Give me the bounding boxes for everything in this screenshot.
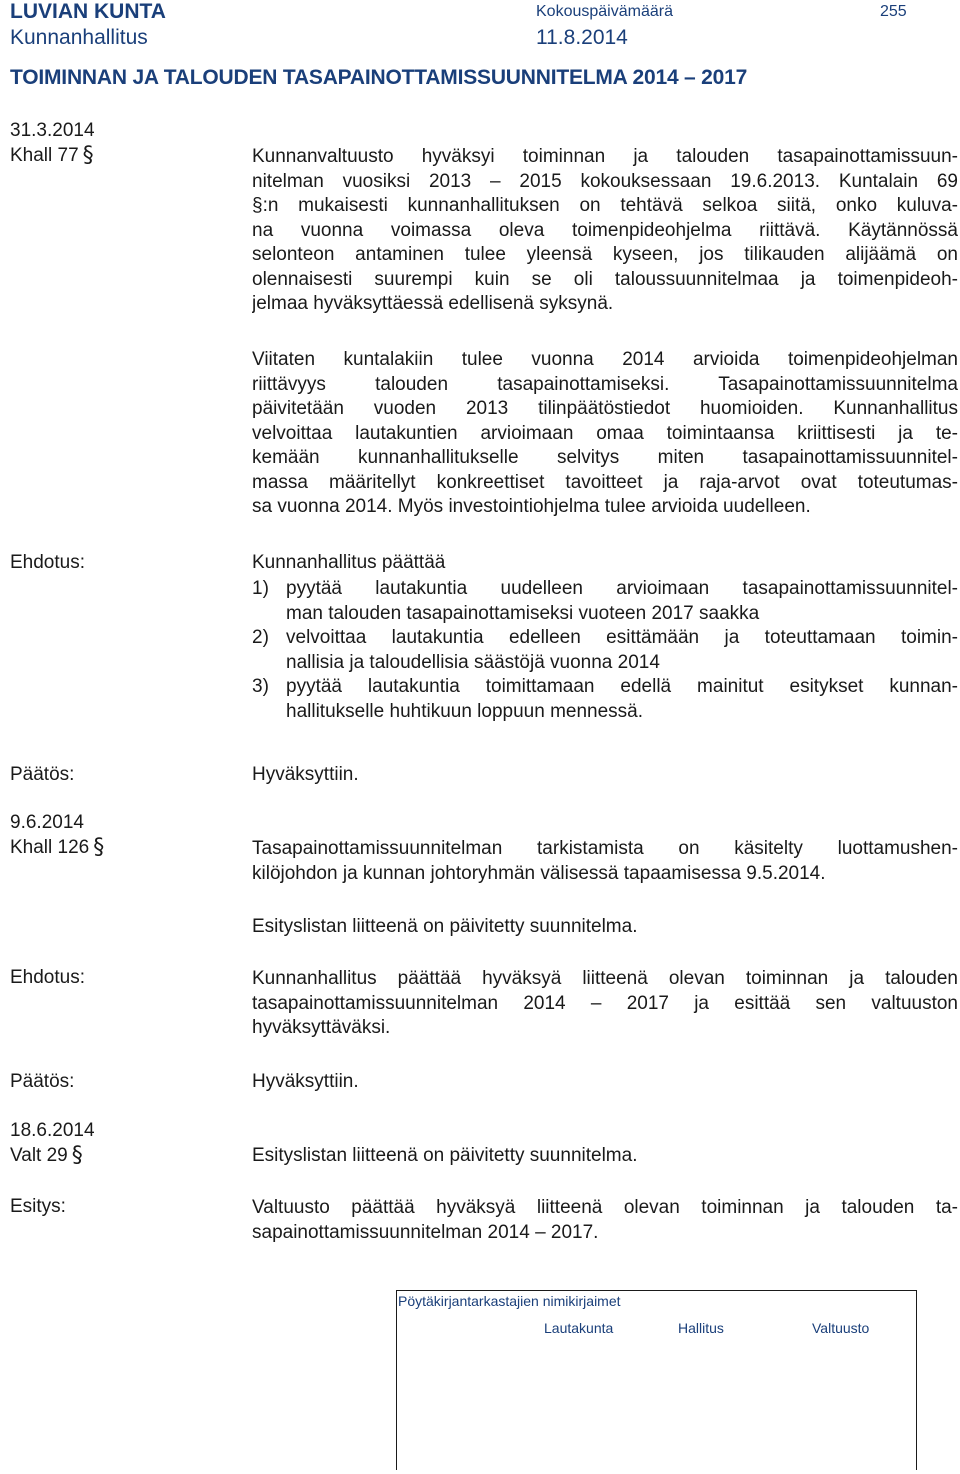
list-item-number: 2) bbox=[252, 627, 269, 648]
text-line: sa vuonna 2014. Myös investointiohjelma tulee arvioida uudelleen. bbox=[252, 496, 811, 517]
organization-name: LUVIAN KUNTA bbox=[10, 0, 166, 23]
section1-proposal-list bbox=[252, 577, 958, 724]
section2-paragraph2: Esityslistan liitteenä on päivitetty suunnitelma. bbox=[252, 916, 638, 937]
section3-proposal bbox=[252, 1196, 958, 1245]
text-line: velvoittaa lautakuntien arvioimaan omaa toimintaansa kriittisesti ja te- bbox=[252, 422, 958, 444]
footer-column-valtuusto: Valtuusto bbox=[812, 1320, 870, 1336]
text-line: massa määritellyt konkreettiset tavoitteet ja raja-arvot ovat toteutumas- bbox=[252, 471, 958, 493]
section3-date: 18.6.2014 bbox=[10, 1120, 95, 1141]
section2-ref-text: Khall 126 bbox=[10, 837, 90, 858]
section1-decision-label: Päätös: bbox=[10, 764, 75, 785]
text-line: na vuonna voimassa oleva toimenpideohjelma riittävä. Käytännössä bbox=[252, 219, 958, 241]
text-line: Kunnanhallitus päättää hyväksyä liitteenä olevan toiminnan ja talouden bbox=[252, 968, 958, 989]
list-item bbox=[252, 577, 958, 626]
meeting-date-label: Kokouspäivämäärä bbox=[536, 3, 673, 20]
list-item bbox=[252, 626, 958, 675]
section1-paragraph1 bbox=[252, 145, 958, 317]
text-line: §:n mukaisesti kunnanhallituksen on tehtävä selkoa siitä, onko kuluva- bbox=[252, 195, 958, 216]
section2-reference bbox=[10, 837, 104, 859]
footer-signatures-label: Pöytäkirjantarkastajien nimikirjaimet bbox=[398, 1293, 621, 1309]
section3-paragraph1: Esityslistan liitteenä on päivitetty suunnitelma. bbox=[252, 1145, 638, 1166]
list-item bbox=[252, 675, 958, 724]
section-sign-icon: § bbox=[93, 835, 105, 860]
section1-paragraph2 bbox=[252, 348, 958, 520]
text-line: hallitukselle huhtikuun loppuun mennessä. bbox=[286, 700, 644, 722]
section2-decision: Hyväksyttiin. bbox=[252, 1071, 359, 1092]
footer-column-hallitus: Hallitus bbox=[678, 1320, 724, 1336]
text-line: sapainottamissuunnitelman 2014 – 2017. bbox=[252, 1221, 599, 1243]
text-line: nallisia ja taloudellisia säästöjä vuonna 2014 bbox=[286, 651, 660, 673]
section1-proposal-label: Ehdotus: bbox=[10, 552, 85, 573]
section1-ref-text: Khall 77 bbox=[10, 145, 79, 166]
text-line: hyväksyttäväksi. bbox=[252, 1017, 391, 1038]
section2-decision-label: Päätös: bbox=[10, 1071, 75, 1092]
section1-reference bbox=[10, 145, 94, 167]
text-line: Viitaten kuntalakiin tulee vuonna 2014 arvioida toimenpideohjelman bbox=[252, 349, 958, 370]
footer-divider bbox=[916, 1290, 917, 1470]
footer-divider bbox=[396, 1290, 916, 1291]
text-line: selonteon antaminen tulee yleensä kyseen, jos tilikauden alijäämä on bbox=[252, 244, 958, 265]
meeting-date: 11.8.2014 bbox=[536, 26, 628, 49]
text-line: man talouden tasapainottamiseksi vuoteen 2017 saakka bbox=[286, 602, 760, 624]
section3-ref-text: Valt 29 bbox=[10, 1145, 68, 1166]
text-line: päivitetään vuoden 2013 tilinpäätöstiedot huomioiden. Kunnanhallitus bbox=[252, 398, 958, 419]
text-line: velvoittaa lautakuntia edelleen esittämään ja toteuttamaan toimin- bbox=[286, 627, 958, 648]
section1-decision: Hyväksyttiin. bbox=[252, 764, 359, 785]
section2-proposal bbox=[252, 967, 958, 1041]
page-number: 255 bbox=[880, 3, 907, 20]
body-name: Kunnanhallitus bbox=[10, 26, 148, 49]
text-line: nitelman vuosiksi 2013 – 2015 kokouksessaan 19.6.2013. Kuntalain 69 bbox=[252, 170, 958, 192]
footer-divider bbox=[396, 1290, 397, 1470]
text-line: olennaisesti suurempi kuin se oli taloussuunnitelmaa ja toimenpideoh- bbox=[252, 268, 958, 290]
section2-proposal-label: Ehdotus: bbox=[10, 967, 85, 988]
text-line: kemään kunnanhallitukselle selvitys miten tasapainottamissuunnitel- bbox=[252, 447, 958, 468]
list-item-number: 1) bbox=[252, 578, 269, 599]
section-sign-icon: § bbox=[82, 143, 94, 168]
document-title: TOIMINNAN JA TALOUDEN TASAPAINOTTAMISSUUNNITELMA 2014 – 2017 bbox=[10, 66, 748, 89]
section2-paragraph1 bbox=[252, 837, 958, 886]
section3-proposal-label: Esitys: bbox=[10, 1196, 66, 1217]
text-line: Tasapainottamissuunnitelman tarkistamista on käsitelty luottamushen- bbox=[252, 838, 958, 859]
text-line: pyytää lautakuntia toimittamaan edellä mainitut esitykset kunnan- bbox=[286, 676, 958, 697]
section2-date: 9.6.2014 bbox=[10, 812, 84, 833]
text-line: jelmaa hyväksyttäessä edellisenä syksynä. bbox=[252, 293, 614, 314]
text-line: Kunnanvaltuusto hyväksyi toiminnan ja talouden tasapainottamissuun- bbox=[252, 146, 958, 167]
text-line: pyytää lautakuntia uudelleen arvioimaan tasapainottamissuunnitel- bbox=[286, 578, 958, 599]
text-line: kilöjohdon ja kunnan johtoryhmän välisessä tapaamisessa 9.5.2014. bbox=[252, 862, 826, 884]
text-line: tasapainottamissuunnitelman 2014 – 2017 ja esittää sen valtuuston bbox=[252, 992, 958, 1014]
text-line: Valtuusto päättää hyväksyä liitteenä olevan toiminnan ja talouden ta- bbox=[252, 1197, 958, 1218]
footer-column-lautakunta: Lautakunta bbox=[544, 1320, 614, 1336]
text-line: riittävyys talouden tasapainottamiseksi. Tasapainottamissuunnitelma bbox=[252, 373, 958, 395]
list-item-number: 3) bbox=[252, 676, 269, 697]
section1-proposal-intro: Kunnanhallitus päättää bbox=[252, 552, 446, 573]
section1-date: 31.3.2014 bbox=[10, 120, 95, 141]
section-sign-icon: § bbox=[71, 1143, 83, 1168]
section3-reference bbox=[10, 1145, 83, 1167]
